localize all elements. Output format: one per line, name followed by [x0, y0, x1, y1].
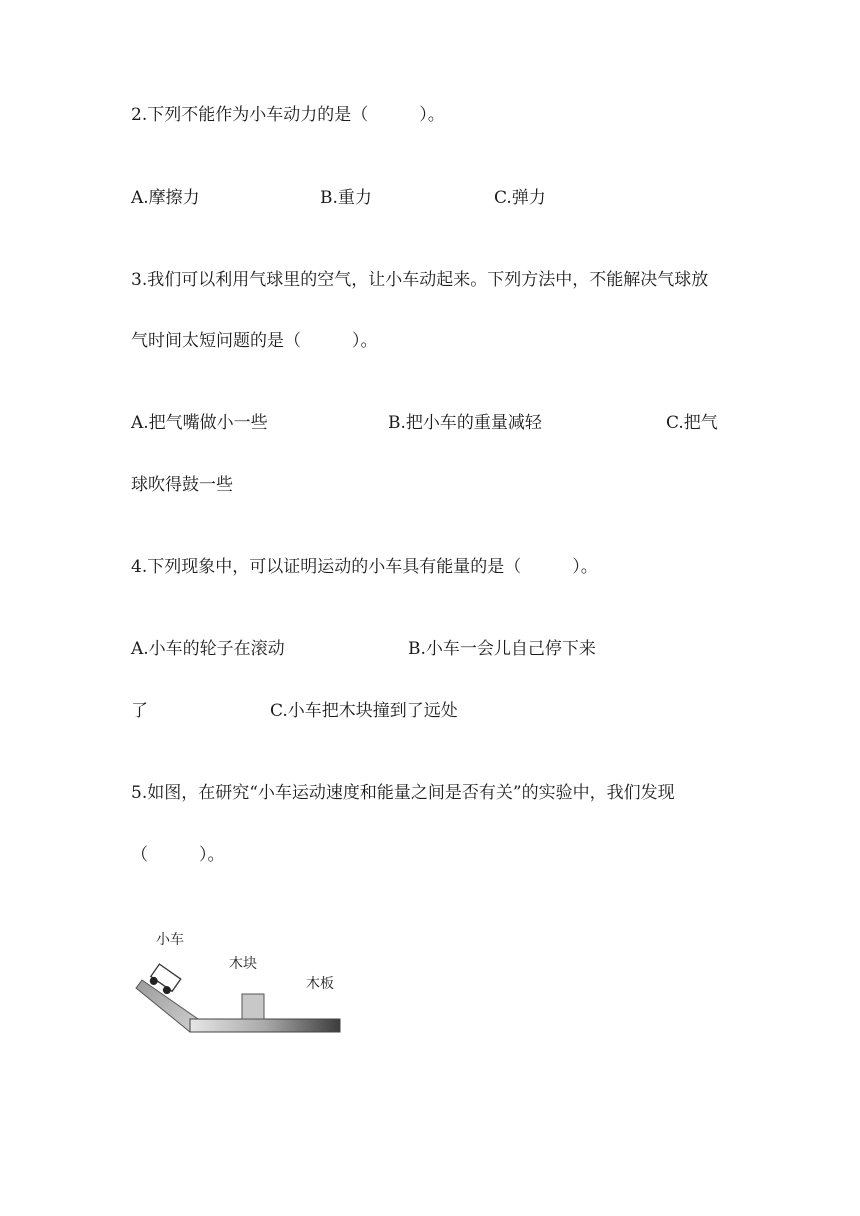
- q3-option-b: B.把小车的重量减轻: [388, 413, 542, 433]
- label-car: 小车: [156, 932, 184, 948]
- wood-block: [242, 994, 264, 1019]
- q2-stem: 2.下列不能作为小车动力的是（ ）。: [131, 105, 445, 125]
- q5-stem-line2: （ ）。: [131, 845, 225, 865]
- q5-stem-line1: 5.如图，在研究“小车运动速度和能量之间是否有关”的实验中，我们发现: [131, 783, 675, 803]
- q4-option-c: C.小车把木块撞到了远处: [270, 701, 458, 721]
- experiment-figure: [128, 922, 358, 1052]
- label-block: 木块: [229, 956, 257, 972]
- board: [190, 1019, 340, 1032]
- q4-stem: 4.下列现象中，可以证明运动的小车具有能量的是（ ）。: [131, 557, 598, 577]
- q4-option-b-part2: 了: [131, 701, 148, 721]
- q4-option-b-part1: B.小车一会儿自己停下来: [408, 639, 596, 659]
- q3-stem-line1: 3.我们可以利用气球里的空气，让小车动起来。下列方法中，不能解决气球放: [131, 270, 709, 290]
- q3-option-c-part2: 球吹得鼓一些: [131, 475, 233, 495]
- q3-option-c-part1: C.把气: [666, 413, 718, 433]
- q3-option-a: A.把气嘴做小一些: [131, 413, 268, 433]
- q4-option-a: A.小车的轮子在滚动: [131, 639, 285, 659]
- q2-option-c: C.弹力: [494, 188, 546, 208]
- q2-option-b: B.重力: [320, 188, 372, 208]
- q2-option-a: A.摩擦力: [131, 188, 200, 208]
- label-board: 木板: [306, 976, 334, 992]
- q3-stem-line2: 气时间太短问题的是（ ）。: [131, 331, 378, 351]
